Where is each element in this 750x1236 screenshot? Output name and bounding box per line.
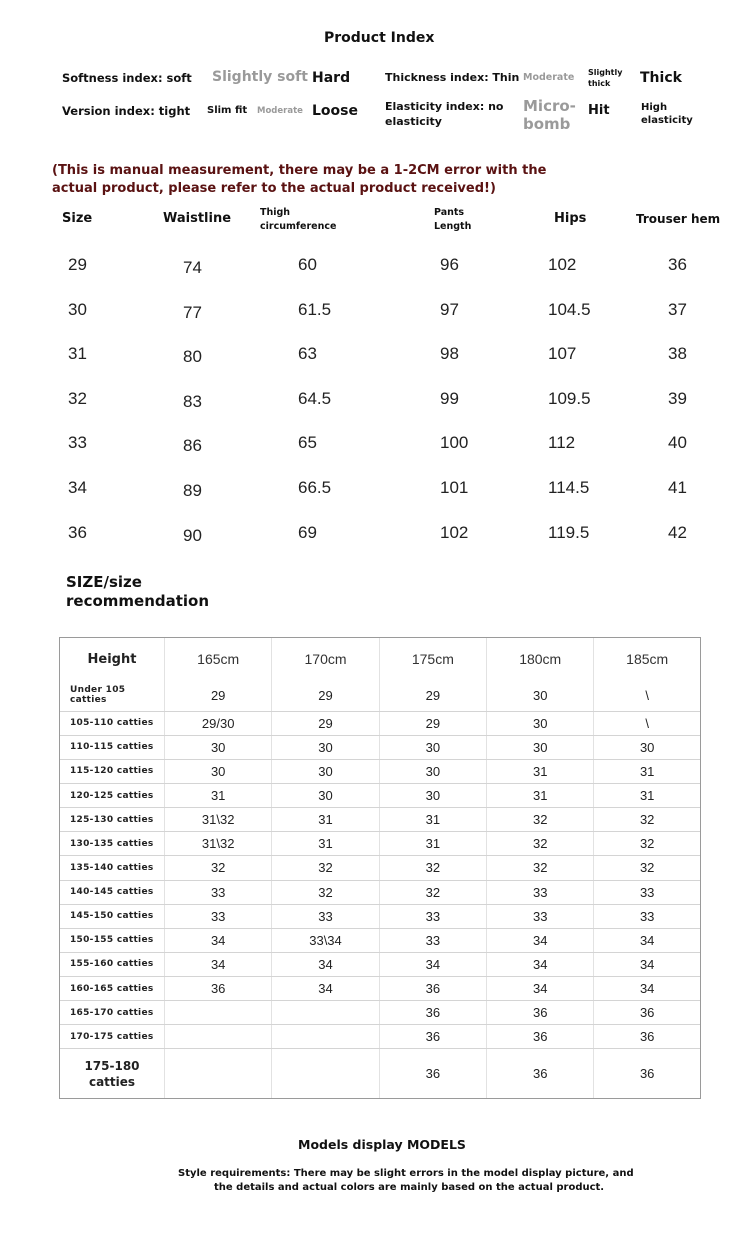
models-title: Models display MODELS — [298, 1137, 466, 1152]
softness-index-label: Softness index: soft — [62, 71, 192, 85]
size-recommendation-cell: 36 — [639, 1066, 655, 1082]
height-185-header: 185cm — [626, 651, 669, 668]
size-recommendation-cell: 30 — [165, 759, 272, 783]
size-cell-waistline: 77 — [183, 302, 202, 322]
thigh-text: Thigh — [260, 207, 291, 218]
thigh-header — [260, 206, 336, 234]
size-cell-thigh: 61.5 — [298, 299, 332, 319]
size-cell-pants-length: 97 — [440, 299, 459, 319]
size-cell-hem: 37 — [668, 299, 687, 319]
size-recommendation-cell: 31 — [272, 832, 379, 856]
pants-text: Pants — [434, 207, 465, 218]
elasticity-option-micro-bomb — [523, 97, 576, 133]
version-option-moderate: Moderate — [257, 106, 303, 116]
thickness-option-moderate: Moderate — [523, 72, 575, 83]
size-cell-hips: 119.5 — [548, 522, 590, 542]
size-recommendation-cell: 33 — [379, 928, 486, 952]
size-cell-waistline: 86 — [183, 436, 202, 456]
table-row — [60, 856, 700, 880]
size-recommendation-cell: 34 — [594, 928, 700, 952]
recommendation-title-text: recommendation — [66, 592, 210, 610]
version-option-slim-fit: Slim fit — [207, 105, 248, 116]
size-cell-size: 32 — [68, 388, 87, 408]
size-recommendation-cell: 31 — [487, 759, 594, 783]
size-recommendation-cell: 30 — [487, 735, 594, 759]
size-recommendation-cell: 31 — [379, 832, 486, 856]
size-recommendation-cell: 32 — [594, 832, 700, 856]
size-cell-size: 33 — [68, 433, 87, 453]
size-recommendation-cell: 32 — [379, 856, 486, 880]
weight-label: 120-125 catties — [60, 784, 165, 808]
waistline-header: Waistline — [163, 211, 232, 226]
size-cell-size: 31 — [68, 344, 87, 364]
table-row — [60, 1001, 700, 1025]
size-cell-waistline: 90 — [183, 525, 202, 545]
weight-label: Under 105 catties — [60, 680, 165, 711]
size-recommendation-cell: 31\32 — [165, 832, 272, 856]
size-recommendation-cell: 36 — [487, 1025, 594, 1049]
size-cell-size: 29 — [68, 255, 87, 274]
size-recommendation-cell: 32 — [379, 880, 486, 904]
size-cell-waistline: 80 — [183, 347, 202, 367]
size-recommendation-cell: 30 — [487, 680, 594, 711]
weight-label: 150-155 catties — [60, 928, 165, 952]
table-row — [60, 711, 700, 735]
size-recommendation-cell: 36 — [165, 977, 272, 1001]
size-recommendation-cell: 34 — [594, 977, 700, 1001]
size-recommendation-cell: 30 — [487, 711, 594, 735]
size-recommendation-cell: 31 — [272, 808, 379, 832]
size-cell-pants-length: 102 — [440, 522, 469, 542]
circumference-text: circumference — [260, 221, 337, 232]
height-180-header: 180cm — [487, 638, 594, 680]
size-recommendation-cell: 29 — [379, 711, 486, 735]
elasticity-text: elasticity — [641, 115, 693, 126]
size-recommendation-cell: 30 — [379, 759, 486, 783]
size-cell-hips: 107 — [548, 344, 577, 364]
size-title-text: SIZE/size — [66, 573, 142, 591]
table-row — [60, 904, 700, 928]
pants-length-header — [434, 206, 471, 234]
size-recommendation-cell — [165, 1001, 272, 1025]
elasticity-option-hit: Hit — [588, 103, 610, 118]
thickness-option-slightly-thick — [588, 67, 622, 89]
size-cell-waistline: 83 — [183, 391, 202, 411]
size-recommendation-cell: 32 — [594, 856, 700, 880]
size-recommendation-cell: 34 — [379, 952, 486, 976]
size-recommendation-cell: 32 — [487, 832, 594, 856]
style-requirements-line2: the details and actual colors are mainly based on the actual product. — [214, 1182, 605, 1193]
weight-label: 125-130 catties — [60, 808, 165, 832]
thickness-option-thick: Thick — [640, 70, 682, 86]
size-recommendation-cell: 31\32 — [165, 808, 272, 832]
size-cell-hem: 38 — [668, 344, 687, 364]
size-recommendation-cell: 33 — [594, 904, 700, 928]
style-requirements-line1: Style requirements: There may be slight errors in the model display picture, and — [178, 1168, 634, 1179]
weight-label: 175-180 catties — [60, 1049, 165, 1098]
size-recommendation-cell: 32 — [594, 808, 700, 832]
length-text: Length — [434, 221, 472, 232]
size-recommendation-cell: 29 — [165, 680, 272, 711]
size-recommendation-cell: 33 — [272, 904, 379, 928]
size-recommendation-cell: 32 — [272, 880, 379, 904]
bomb-text: bomb — [523, 115, 571, 133]
size-recommendation-cell: 30 — [379, 735, 486, 759]
version-option-loose: Loose — [312, 103, 358, 119]
size-cell-thigh: 66.5 — [298, 478, 332, 497]
size-header: Size — [62, 211, 93, 226]
table-row — [60, 880, 700, 904]
size-recommendation-cell: \ — [594, 680, 700, 711]
height-165-header: 165cm — [165, 638, 272, 680]
size-recommendation-cell — [272, 1025, 379, 1049]
size-recommendation-cell: 30 — [594, 735, 700, 759]
height-header: Height — [60, 638, 165, 680]
measurement-warning: (This is manual measurement, there may be a 1-2CM error with the actual product, please refer to the actual product received!) — [52, 163, 547, 196]
size-cell-pants-length: 96 — [440, 255, 459, 274]
size-recommendation-cell: 36 — [379, 1001, 486, 1025]
micro-text: Micro- — [523, 97, 576, 115]
elasticity-label-line2: elasticity — [385, 115, 442, 128]
size-recommendation-cell: 30 — [272, 784, 379, 808]
table-row — [60, 977, 700, 1001]
size-recommendation-cell: 32 — [272, 856, 379, 880]
weight-label: 165-170 catties — [60, 1001, 165, 1025]
size-cell-hem: 36 — [668, 255, 687, 274]
weight-label: 105-110 catties — [60, 711, 165, 735]
size-cell-thigh: 69 — [298, 522, 317, 542]
size-recommendation-cell: 30 — [165, 735, 272, 759]
weight-label: 140-145 catties — [60, 880, 165, 904]
size-cell-waistline: 89 — [183, 481, 202, 500]
size-cell-pants-length: 100 — [440, 433, 469, 453]
size-cell-hem: 40 — [668, 433, 687, 453]
weight-label: 145-150 catties — [60, 904, 165, 928]
size-cell-hips: 112 — [548, 433, 576, 453]
product-index-title: Product Index — [324, 30, 435, 46]
size-recommendation-cell: 33 — [379, 904, 486, 928]
size-cell-hem: 41 — [668, 478, 687, 497]
size-recommendation-cell: 36 — [487, 1001, 594, 1025]
size-cell-pants-length: 101 — [440, 478, 469, 497]
size-recommendation-cell: 34 — [594, 952, 700, 976]
size-recommendation-cell: 36 — [594, 1025, 700, 1049]
size-recommendation-cell: 33\34 — [272, 928, 379, 952]
weight-label: 115-120 catties — [60, 759, 165, 783]
size-recommendation-cell: 33 — [487, 904, 594, 928]
table-header-row — [60, 638, 700, 680]
size-recommendation-cell: 34 — [165, 928, 272, 952]
weight-label: 135-140 catties — [60, 856, 165, 880]
table-row — [60, 784, 700, 808]
version-index-label: Version index: tight — [62, 104, 191, 118]
size-recommendation-cell: 36 — [594, 1001, 700, 1025]
size-recommendation-cell: \ — [594, 711, 700, 735]
weight-label: 160-165 catties — [60, 977, 165, 1001]
size-recommendation-cell: 30 — [379, 784, 486, 808]
table-row — [60, 1025, 700, 1049]
size-cell-size: 36 — [68, 522, 87, 542]
size-recommendation-cell: 30 — [272, 759, 379, 783]
recommendation-title — [66, 573, 209, 611]
trouser-hem-header: Trouser hem — [636, 212, 721, 226]
weight-label: 110-115 catties — [60, 735, 165, 759]
size-recommendation-cell: 32 — [165, 856, 272, 880]
size-cell-thigh: 60 — [298, 255, 317, 274]
table-row — [60, 680, 700, 711]
size-recommendation-cell: 34 — [487, 928, 594, 952]
size-recommendation-cell: 32 — [487, 808, 594, 832]
size-recommendation-cell: 31 — [379, 808, 486, 832]
weight-label: 130-135 catties — [60, 832, 165, 856]
size-cell-hem: 42 — [668, 522, 687, 542]
hips-header: Hips — [554, 211, 587, 226]
size-cell-size: 34 — [68, 478, 87, 497]
softness-option-hard: Hard — [312, 70, 351, 86]
height-175-header: 175cm — [379, 638, 486, 680]
size-recommendation-cell: 33 — [594, 880, 700, 904]
size-recommendation-cell: 36 — [379, 1025, 486, 1049]
size-recommendation-cell: 34 — [272, 977, 379, 1001]
weight-label: 170-175 catties — [60, 1025, 165, 1049]
size-cell-pants-length: 98 — [440, 344, 459, 364]
size-cell-size: 30 — [68, 299, 87, 319]
weight-label: 155-160 catties — [60, 952, 165, 976]
size-recommendation-cell: 31 — [165, 784, 272, 808]
size-cell-hips: 114.5 — [548, 478, 590, 497]
softness-option-slightly-soft: Slightly soft — [212, 69, 308, 85]
elasticity-label-line1: Elasticity index: no — [385, 100, 504, 113]
size-cell-thigh: 64.5 — [298, 388, 332, 408]
size-cell-thigh: 63 — [298, 344, 317, 364]
size-cell-hips: 104.5 — [548, 299, 591, 319]
size-recommendation-cell — [272, 1001, 379, 1025]
size-recommendation-cell: 34 — [165, 952, 272, 976]
size-cell-hips: 102 — [548, 255, 577, 274]
table-row — [60, 808, 700, 832]
size-recommendation-cell: 33 — [487, 880, 594, 904]
recommendation-body — [60, 680, 700, 1098]
size-recommendation-cell: 34 — [487, 977, 594, 1001]
size-recommendation-cell: 33 — [165, 880, 272, 904]
size-recommendation-cell — [165, 1025, 272, 1049]
size-recommendation-cell: 29 — [272, 711, 379, 735]
size-recommendation-cell: 31 — [594, 759, 700, 783]
elasticity-option-high — [641, 101, 693, 127]
slightly-text: Slightly — [588, 68, 623, 77]
table-row — [60, 759, 700, 783]
height-170-header: 170cm — [272, 638, 379, 680]
table-row — [60, 952, 700, 976]
table-row — [60, 735, 700, 759]
high-text: High — [641, 102, 668, 113]
size-recommendation-cell: 31 — [487, 784, 594, 808]
size-recommendation-table — [59, 637, 701, 1099]
size-recommendation-cell: 31 — [594, 784, 700, 808]
table-row — [60, 832, 700, 856]
size-recommendation-cell — [272, 1049, 379, 1098]
size-recommendation-cell: 30 — [272, 735, 379, 759]
elasticity-index-label — [385, 99, 503, 129]
size-cell-hem: 39 — [668, 388, 687, 408]
size-recommendation-cell: 34 — [487, 952, 594, 976]
size-recommendation-cell: 32 — [487, 856, 594, 880]
size-cell-hips: 109.5 — [548, 388, 591, 408]
size-recommendation-cell: 36 — [379, 977, 486, 1001]
size-recommendation-cell — [165, 1049, 272, 1098]
size-cell-waistline: 74 — [183, 258, 202, 277]
size-recommendation-cell: 36 — [379, 1049, 486, 1098]
size-recommendation-cell: 36 — [487, 1049, 594, 1098]
table-row — [60, 1049, 700, 1098]
thick-text: thick — [588, 79, 611, 88]
size-recommendation-cell: 33 — [165, 904, 272, 928]
size-cell-pants-length: 99 — [440, 388, 459, 408]
size-recommendation-cell: 34 — [272, 952, 379, 976]
thickness-index-label: Thickness index: Thin — [385, 71, 520, 84]
size-recommendation-cell: 29 — [272, 680, 379, 711]
size-cell-thigh: 65 — [298, 433, 317, 453]
size-recommendation-cell: 29/30 — [165, 711, 272, 735]
size-recommendation-cell: 29 — [379, 680, 486, 711]
table-row — [60, 928, 700, 952]
